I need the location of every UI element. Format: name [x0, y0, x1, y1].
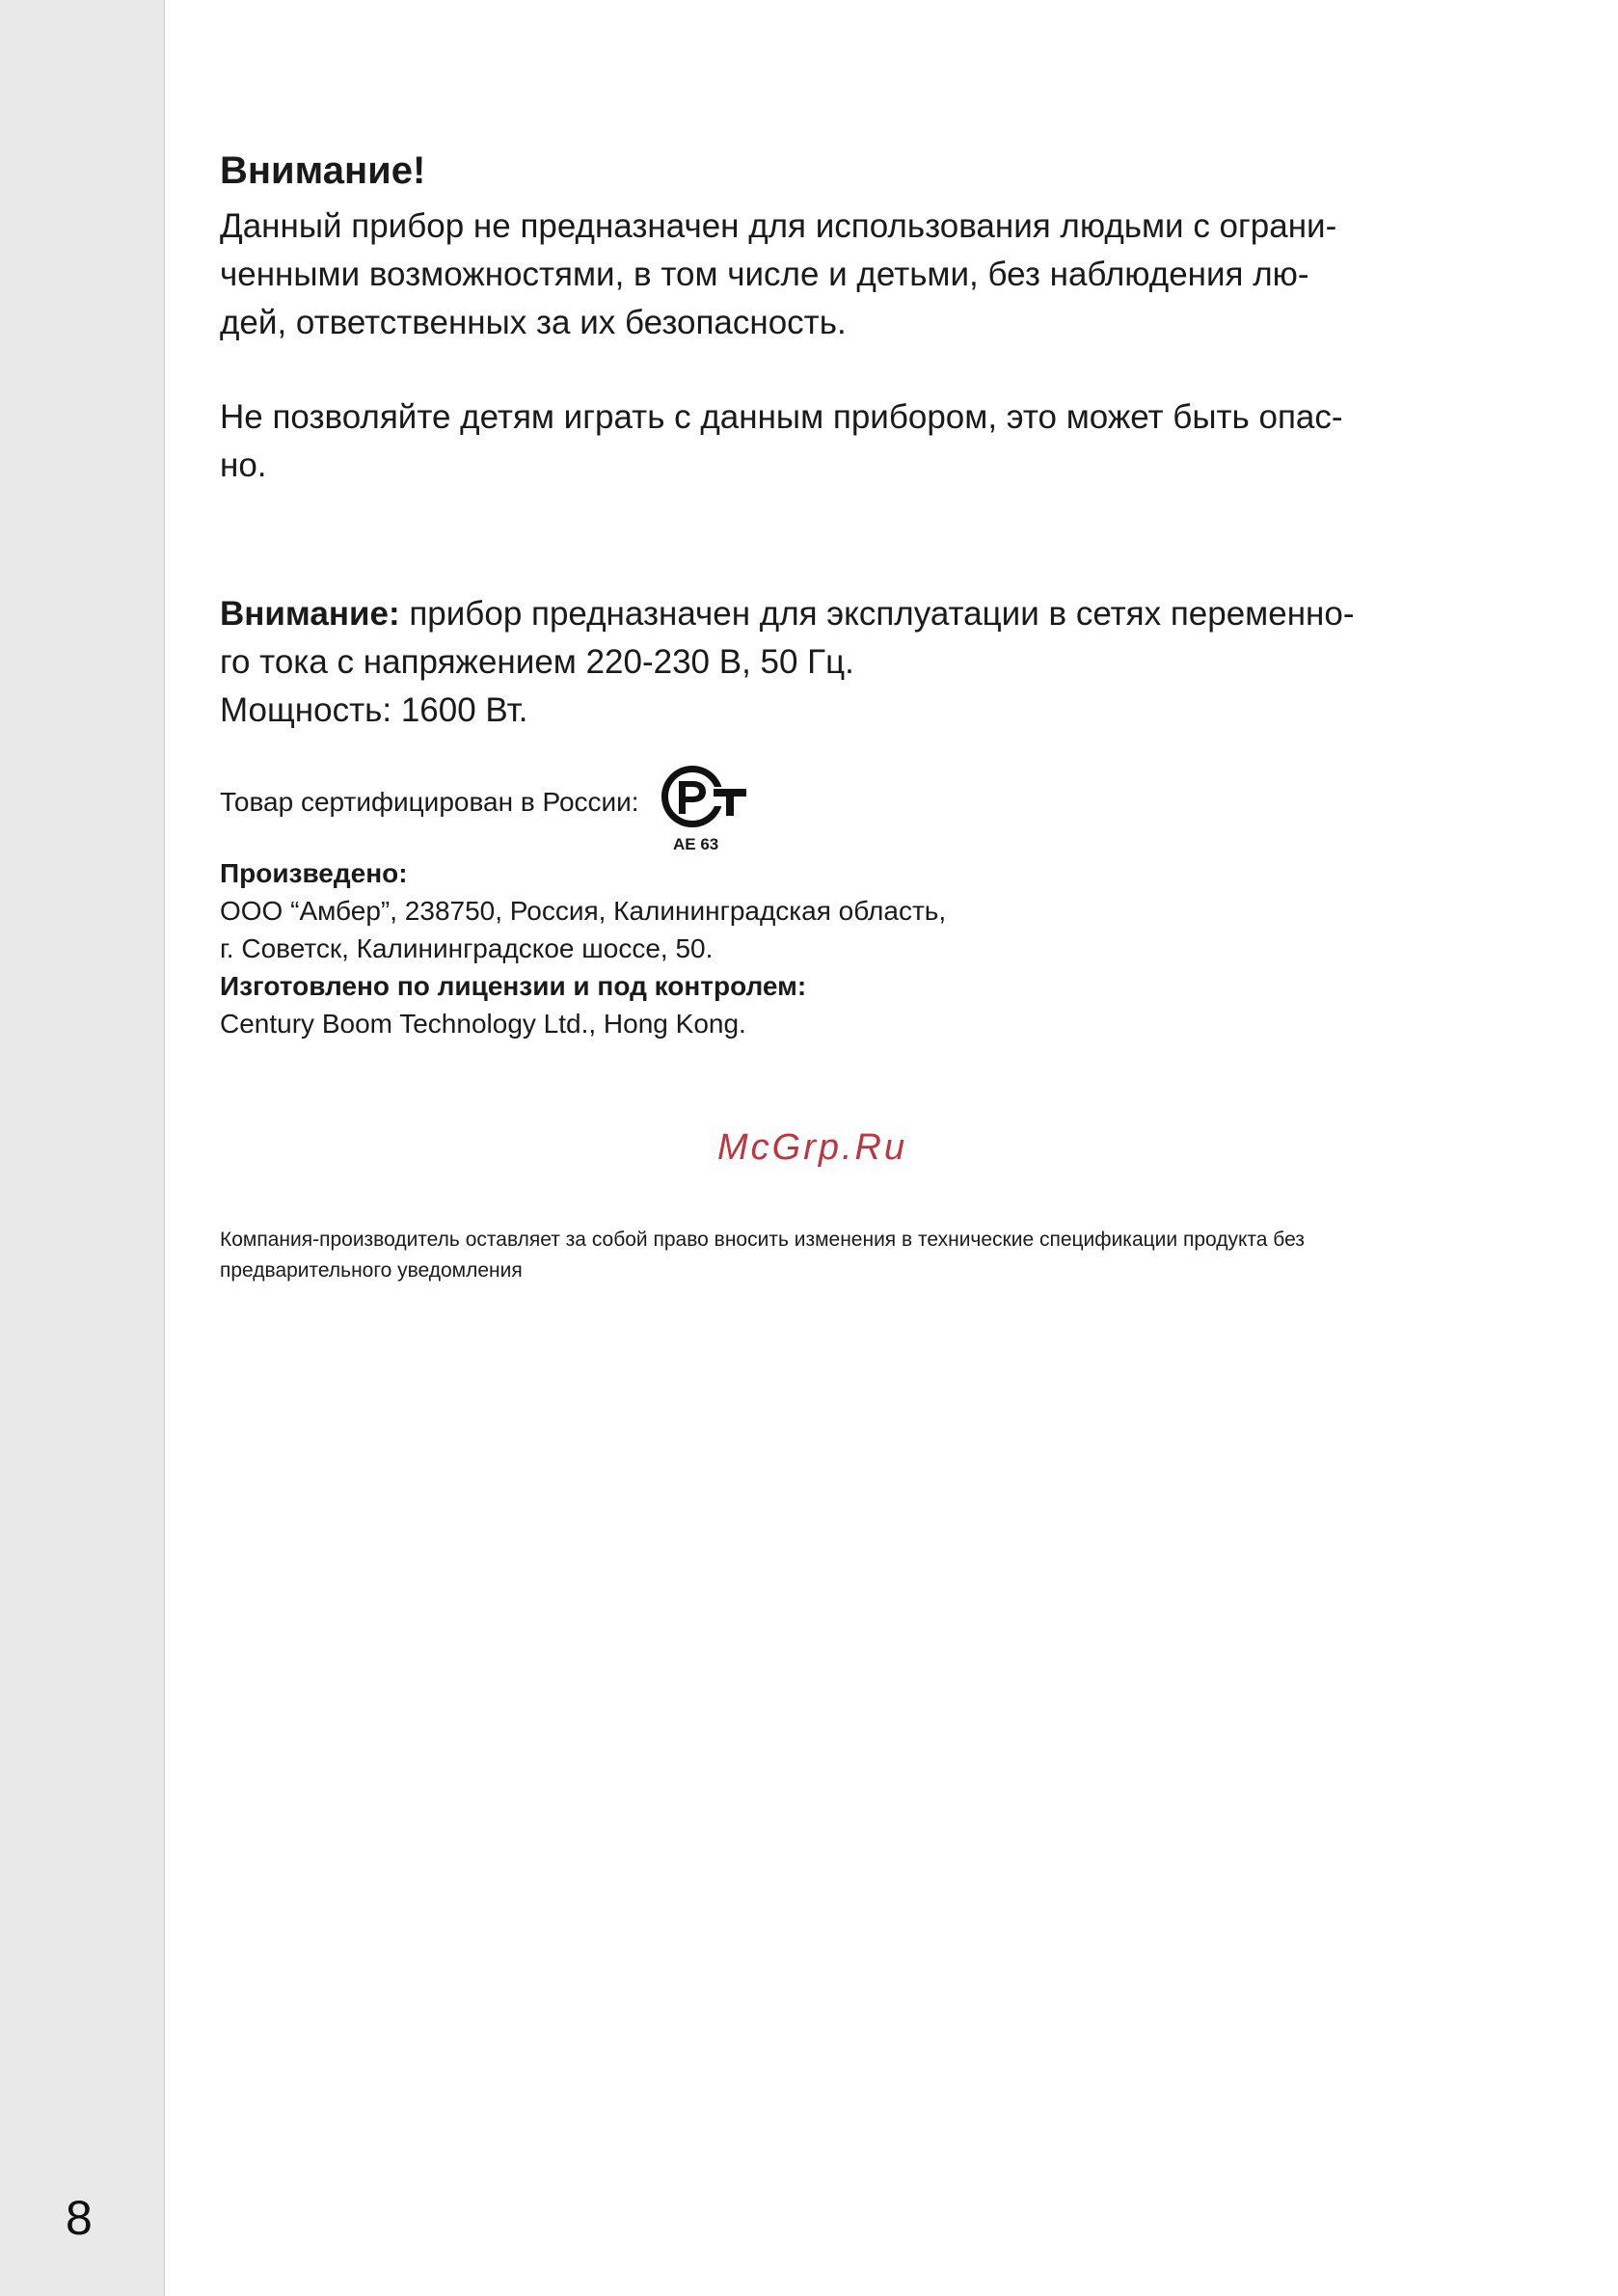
- text-line: дей, ответственных за их безопасность.: [220, 304, 847, 341]
- text-line: Данный прибор не предназначен для использования людьми с ограни-: [220, 207, 1337, 245]
- rst-certification-logo-icon: [658, 760, 754, 829]
- warning-paragraph-2: [220, 393, 1416, 490]
- warning-title: Внимание!: [220, 149, 426, 192]
- power-requirements: [220, 590, 1416, 735]
- license-label: Изготовлено по лицензии и под контролем:: [220, 971, 807, 1001]
- power-line-2: го тока с напряжением 220-230 В, 50 Гц.: [220, 643, 854, 681]
- text-line: [220, 590, 1416, 638]
- certification-label: Товар сертифицирован в России:: [220, 787, 639, 817]
- text-line: ченными возможностями, в том числе и детьми, без наблюдения лю-: [220, 256, 1309, 293]
- text-line: Не позволяйте детям играть с данным прибором, это может быть опас-: [220, 398, 1343, 436]
- text-line: предварительного уведомления: [220, 1259, 523, 1282]
- text-line: но.: [220, 446, 267, 484]
- disclaimer: [220, 1225, 1416, 1286]
- power-warning-label: Внимание:: [220, 595, 400, 633]
- address-line-2: г. Советск, Калининградское шоссе, 50.: [220, 933, 714, 963]
- warning-paragraph-1: [220, 203, 1416, 347]
- produced-label: Произведено:: [220, 858, 408, 888]
- power-line-1: прибор предназначен для эксплуатации в сетях переменно-: [399, 595, 1355, 633]
- left-margin-strip: [0, 0, 164, 2296]
- power-rating: Мощность: 1600 Вт.: [220, 691, 528, 729]
- address-line-1: ООО “Амбер”, 238750, Россия, Калининградская область,: [220, 896, 947, 926]
- text-line: Компания-производитель оставляет за собой право вносить изменения в технические спецификации продукта без: [220, 1229, 1305, 1251]
- licensor-name: Century Boom Technology Ltd., Hong Kong.: [220, 1009, 746, 1039]
- page-number: 8: [66, 2191, 93, 2245]
- certification-code: AE 63: [673, 835, 719, 853]
- watermark-link[interactable]: McGrp.Ru: [717, 1127, 908, 1168]
- manufacturer-info: [220, 854, 946, 1042]
